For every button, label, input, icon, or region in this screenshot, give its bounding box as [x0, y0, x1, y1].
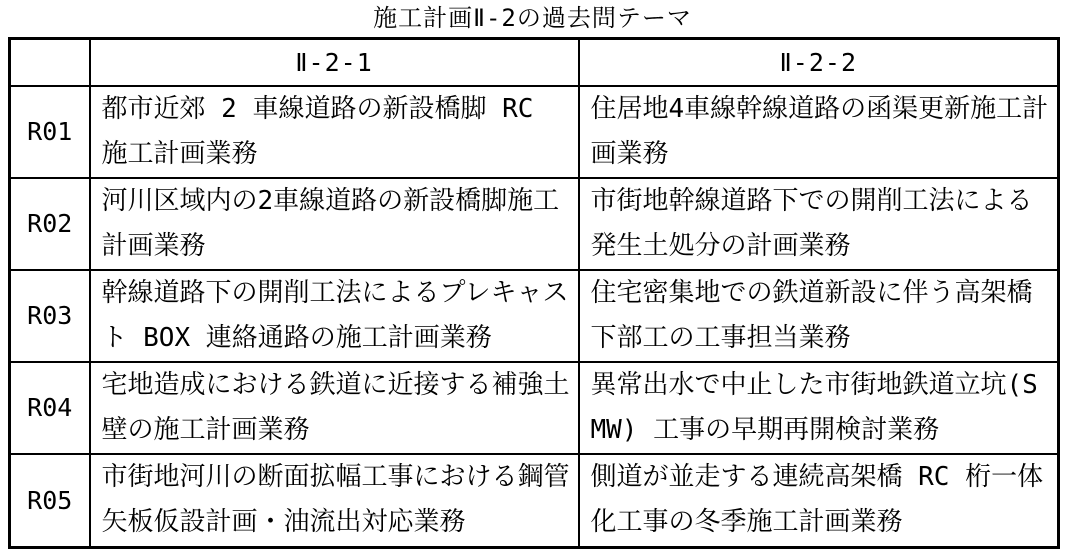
- row-label: R01: [10, 86, 90, 178]
- theme-cell: 市街地河川の断面拡幅工事における鋼管矢板仮設計画・油流出対応業務: [90, 454, 579, 548]
- theme-cell: 住宅密集地での鉄道新設に伴う高架橋下部工の工事担当業務: [579, 270, 1059, 362]
- table-row-r04: [10, 362, 1059, 454]
- column-header-II-2-2: Ⅱ-2-2: [579, 39, 1059, 86]
- row-label: R04: [10, 362, 90, 454]
- theme-cell: 側道が並走する連続高架橋 RC 桁一体化工事の冬季施工計画業務: [579, 454, 1059, 548]
- row-label: R05: [10, 454, 90, 548]
- table-row-r05: [10, 454, 1059, 548]
- theme-cell: 異常出水で中止した市街地鉄道立坑(SMW) 工事の早期再開検討業務: [579, 362, 1059, 454]
- table-row-r03: [10, 270, 1059, 362]
- table-row-r02: [10, 178, 1059, 270]
- page-title: 施工計画Ⅱ-2の過去問テーマ: [373, 4, 692, 32]
- corner-cell: [10, 39, 90, 86]
- theme-cell: 住居地4車線幹線道路の函渠更新施工計画業務: [579, 86, 1059, 178]
- theme-cell: 幹線道路下の開削工法によるプレキャスト BOX 連絡通路の施工計画業務: [90, 270, 579, 362]
- row-label: R03: [10, 270, 90, 362]
- theme-cell: 河川区域内の2車線道路の新設橋脚施工計画業務: [90, 178, 579, 270]
- row-label: R02: [10, 178, 90, 270]
- theme-cell: 市街地幹線道路下での開削工法による発生土処分の計画業務: [579, 178, 1059, 270]
- theme-cell: 宅地造成における鉄道に近接する補強土壁の施工計画業務: [90, 362, 579, 454]
- header-row: [10, 39, 1059, 86]
- column-header-II-2-1: Ⅱ-2-1: [90, 39, 579, 86]
- past-exam-theme-table: [8, 37, 1060, 549]
- theme-cell: 都市近郊 2 車線道路の新設橋脚 RC 施工計画業務: [90, 86, 579, 178]
- table-row-r01: [10, 86, 1059, 178]
